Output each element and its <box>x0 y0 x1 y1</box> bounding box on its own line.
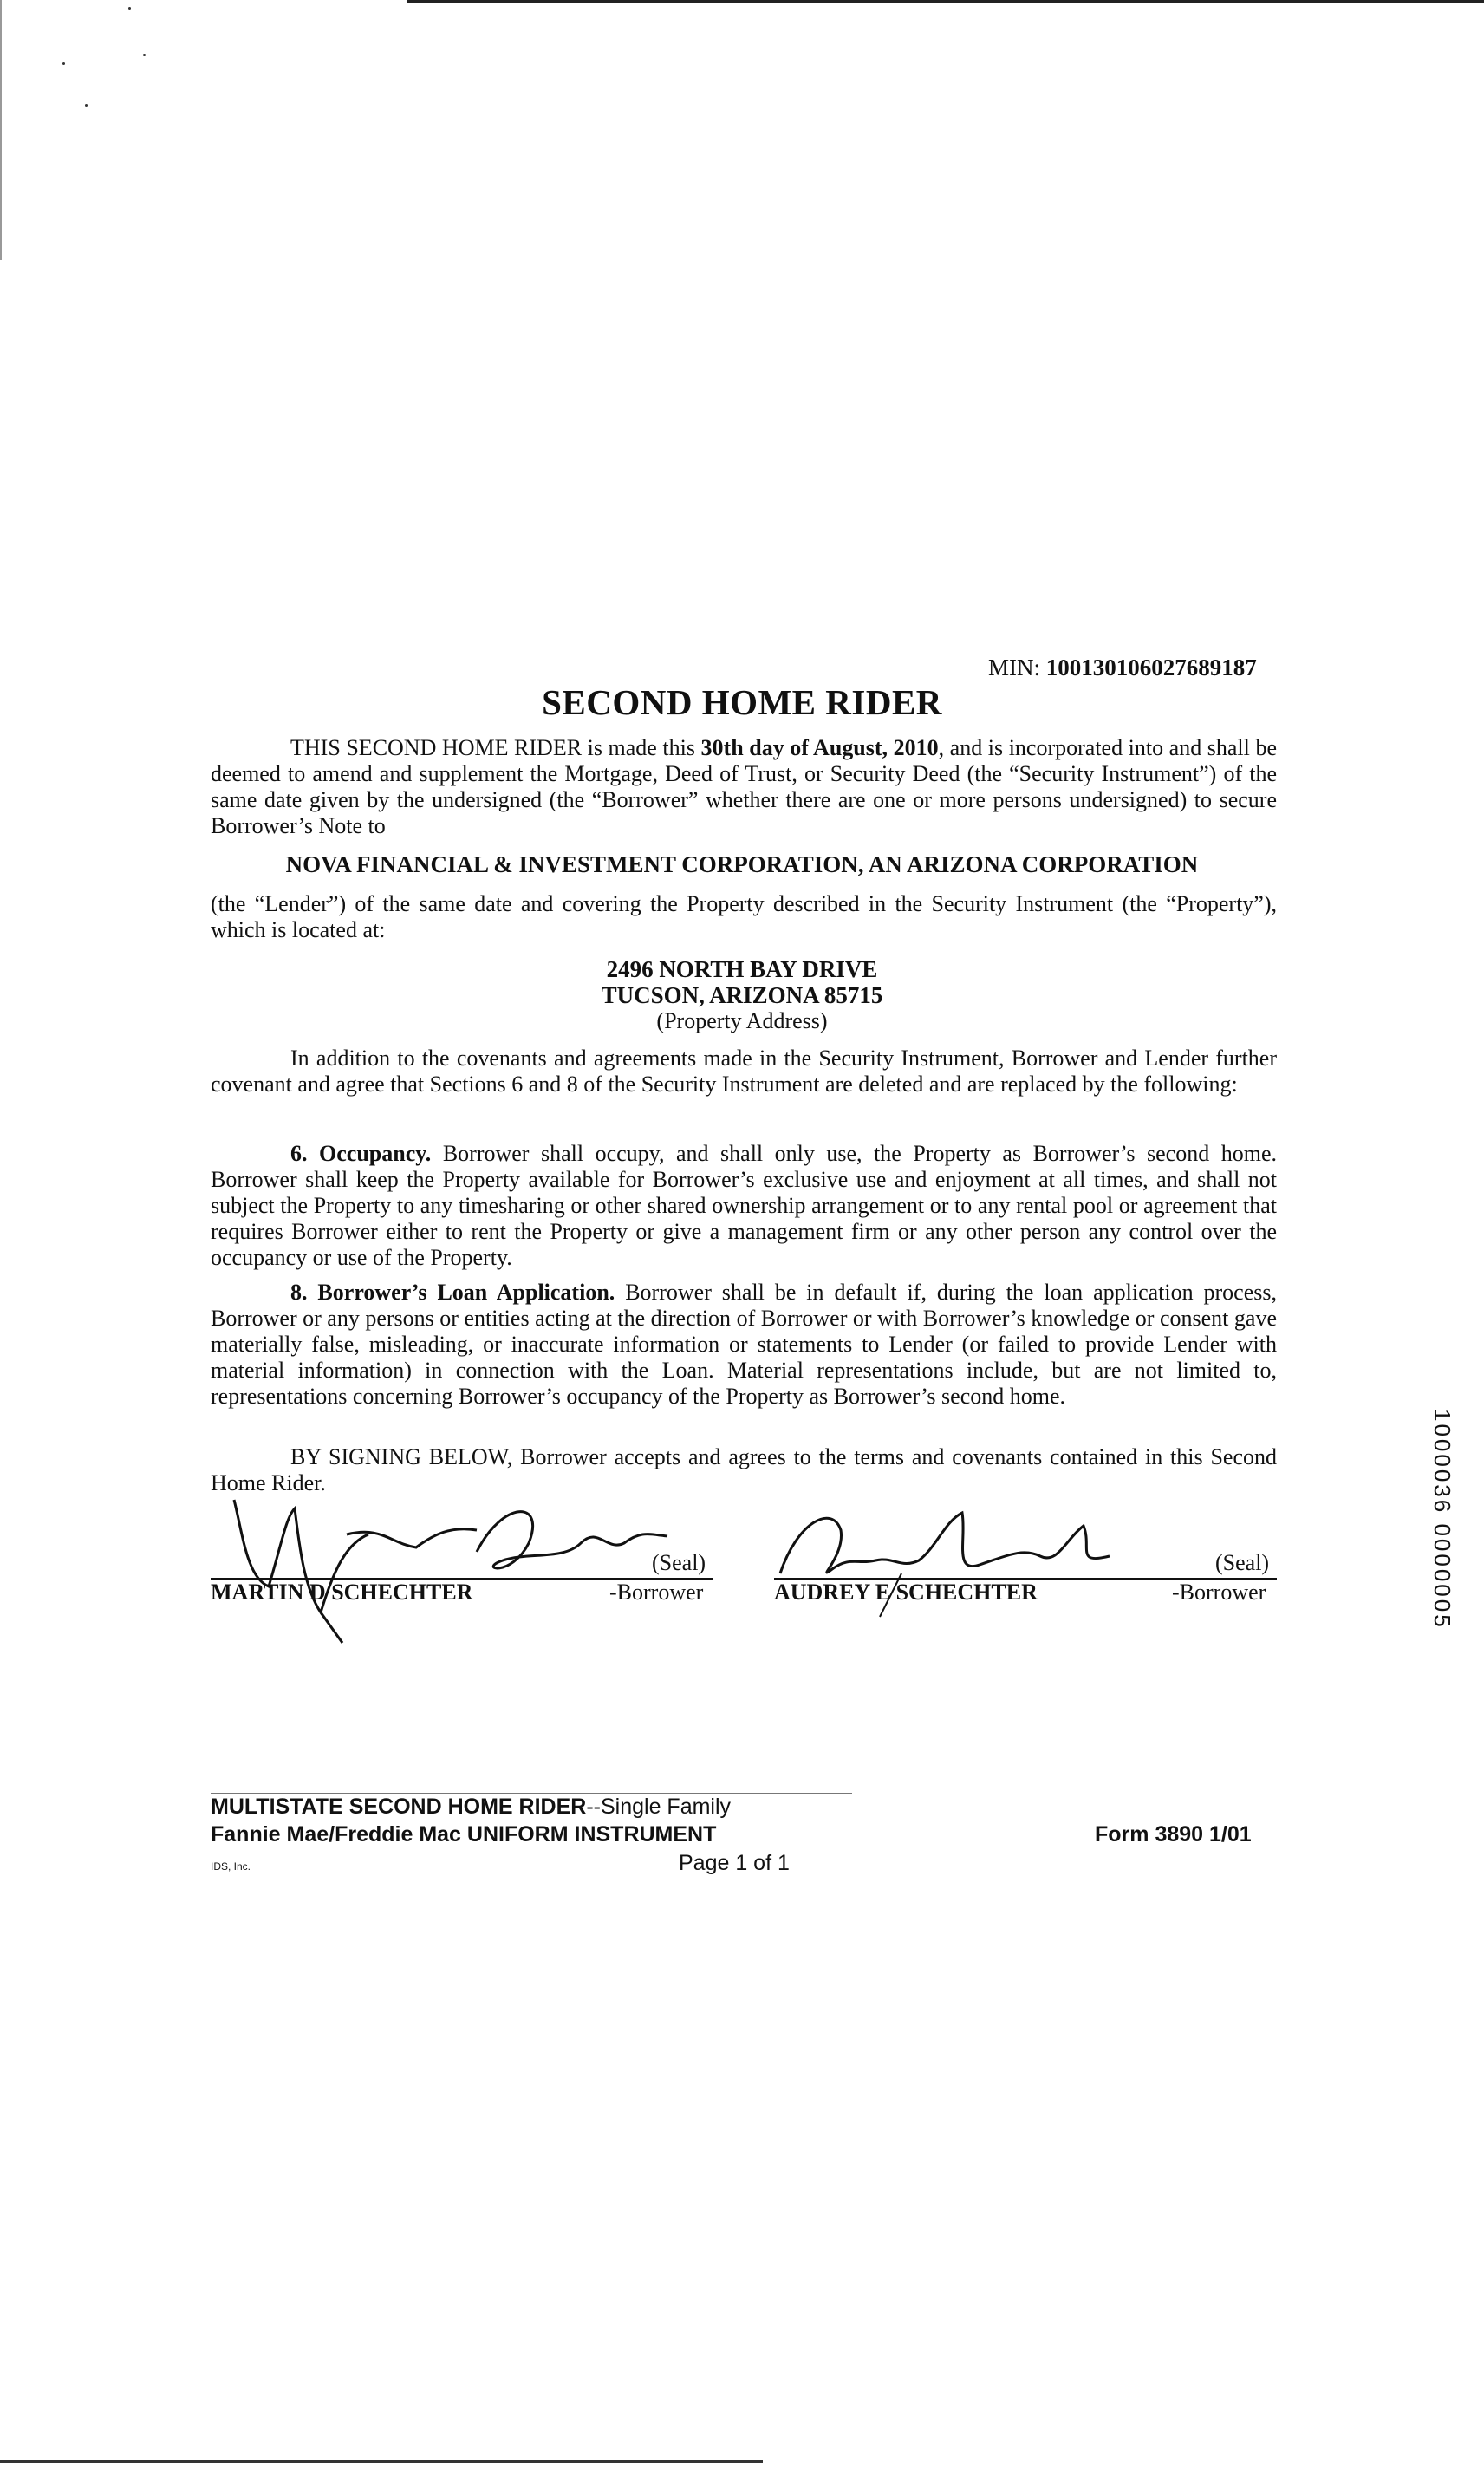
footer-form-title-rest: --Single Family <box>586 1795 732 1819</box>
address-line-2: TUCSON, ARIZONA 85715 <box>601 982 883 1008</box>
section-8-body: Borrower shall be in default if, during the loan application process, Borrower or any persons or entities acting at the direction of Borrower or with Borrower’s knowledge or consent gave materially false, misleading, or inaccurate information or statements to Lender (or failed to provide Lender with material information) in connection with the Loan. Material representations include, but are not limited to, representations concerning Borrower’s occupancy of the Property as Borrower’s second home. <box>211 1280 1278 1409</box>
scan-edge-left <box>0 0 2 260</box>
scan-edge-top <box>407 0 1484 3</box>
side-document-stamp: 1000036 0000005 <box>1429 1409 1455 1630</box>
section-8-paragraph <box>211 1280 1277 1410</box>
footer-vendor: IDS, Inc. <box>211 1860 251 1873</box>
borrower-2-name: AUDREY E SCHECHTER <box>774 1580 1038 1605</box>
borrower-1-role: -Borrower <box>609 1580 704 1605</box>
intro-rest: , and is incorporated into and shall be deemed to amend and supplement the Mortgage, Deed of Trust, or Security Deed (the “Security Instrument”) of the same date given by the undersigned (the “Borrower” whether there are one or more persons undersigned) to secure Borrower’s Note to <box>211 735 1277 838</box>
borrower-2-seal: (Seal) <box>1215 1550 1270 1575</box>
scan-edge-bottom <box>0 2460 763 2463</box>
rider-date: 30th day of August, 2010 <box>700 735 939 760</box>
footer-page-number: Page 1 of 1 <box>679 1851 790 1875</box>
borrower-2-role: -Borrower <box>1172 1580 1266 1605</box>
page-title: SECOND HOME RIDER <box>542 682 942 722</box>
borrower-1-seal: (Seal) <box>652 1550 706 1575</box>
section-6-heading: 6. Occupancy. <box>290 1141 432 1166</box>
footer-form-number: Form 3890 1/01 <box>1095 1822 1252 1847</box>
lender-name: NOVA FINANCIAL & INVESTMENT CORPORATION, AN ARIZONA CORPORATION <box>285 851 1199 877</box>
min-number: 100130106027689187 <box>1045 655 1257 681</box>
scan-speck <box>128 7 131 10</box>
intro-lead: THIS SECOND HOME RIDER is made this <box>290 735 701 760</box>
covenants-paragraph: In addition to the covenants and agreements made in the Security Instrument, Borrower and Lender further covenant and agree that Sections 6 and 8 of the Security Instrument are deleted and are replaced by the following: <box>211 1046 1277 1097</box>
section-6-body: Borrower shall occupy, and shall only use, the Property as Borrower’s second home. Borrower shall keep the Property available for Borrower’s exclusive use and enjoyment at all times, and shall not subject the Property to any timesharing or other shared ownership arrangement or to any rental pool or agreement that requires Borrower either to rent the Property or give a management firm or any other person any control over the occupancy or use of the Property. <box>211 1141 1277 1270</box>
address-line-1: 2496 NORTH BAY DRIVE <box>606 956 878 982</box>
section-6-paragraph <box>211 1141 1277 1271</box>
signing-paragraph: BY SIGNING BELOW, Borrower accepts and agrees to the terms and covenants contained in this Second Home Rider. <box>211 1444 1277 1495</box>
min-line <box>988 655 1257 681</box>
footer-uniform-instrument: Fannie Mae/Freddie Mac UNIFORM INSTRUMENT <box>211 1822 717 1847</box>
section-8-heading: 8. Borrower’s Loan Application. <box>290 1280 615 1305</box>
scan-speck <box>62 62 65 65</box>
intro-paragraph <box>211 735 1277 839</box>
footer-form-title-bold: MULTISTATE SECOND HOME RIDER <box>211 1795 587 1819</box>
borrower-1-name: MARTIN D SCHECHTER <box>211 1580 473 1605</box>
footer-form-title <box>211 1795 731 1820</box>
borrower-1-signature <box>217 1482 719 1647</box>
footer-rule <box>211 1793 852 1794</box>
borrower-2-signature <box>763 1487 1162 1634</box>
scan-speck <box>143 54 146 56</box>
min-label: MIN: <box>988 655 1040 681</box>
address-caption: (Property Address) <box>656 1008 828 1033</box>
scan-speck <box>85 104 88 107</box>
lender-paragraph: (the “Lender”) of the same date and covering the Property described in the Security Instrument (the “Property”), which is located at: <box>211 891 1277 942</box>
